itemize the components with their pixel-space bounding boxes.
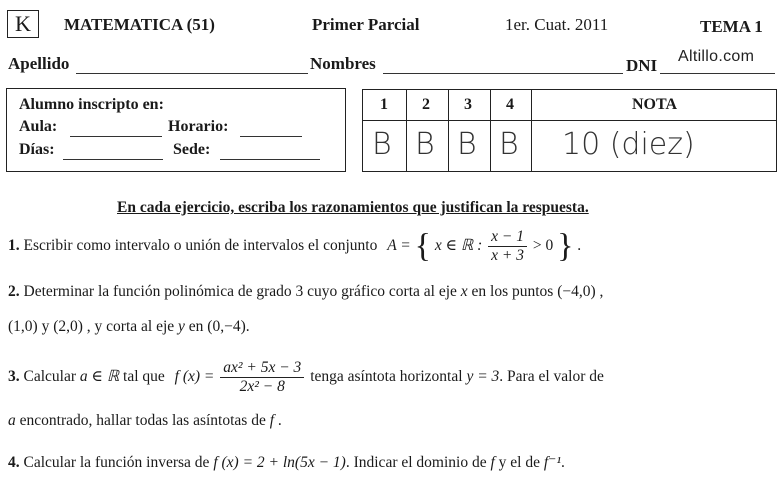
exam-period: 1er. Cuat. 2011 (505, 15, 609, 34)
point-2: (1,0) (8, 318, 38, 335)
sede-label: Sede: (173, 141, 211, 158)
subject-title: MATEMATICA (51) (64, 15, 215, 34)
question-3-line-1 (8, 357, 604, 397)
preposition: en (188, 318, 204, 335)
function-name: f (269, 412, 275, 429)
instruction-text: En cada ejercicio, escriba los razonamientos que justifican la respuesta. (117, 199, 589, 216)
question-4 (8, 453, 565, 472)
grade-mark: B (415, 127, 435, 162)
conjunction: y (41, 318, 50, 335)
question-text: tenga asíntota horizontal (310, 368, 463, 385)
grade-mark: B (499, 127, 519, 162)
question-text: . Para el valor de (499, 368, 604, 385)
set-fraction (488, 228, 527, 265)
dni-field[interactable] (660, 73, 775, 74)
parameter-a: a (8, 412, 16, 429)
grade-header-label: 3 (464, 96, 472, 113)
grade-header-label: NOTA (632, 96, 678, 113)
grade-header-nota (531, 89, 777, 121)
grade-cell-4 (490, 120, 532, 172)
grade-cell-nota (531, 120, 777, 172)
right-brace-icon: } (557, 227, 574, 265)
watermark-logo: Altillo.com (678, 48, 755, 65)
grade-header-3 (448, 89, 491, 121)
question-text: Escribir como intervalo o unión de intervalos el conjunto (23, 237, 378, 254)
question-text: encontrado, hallar todas las asíntotas de (19, 412, 266, 429)
question-text: Calcular (23, 368, 77, 385)
nombres-label: Nombres (310, 54, 376, 73)
aula-label: Aula: (19, 118, 58, 135)
question-text: y el de (498, 454, 540, 471)
exam-title: Primer Parcial (312, 15, 420, 34)
nombres-field[interactable] (383, 73, 623, 74)
function-fraction (220, 359, 304, 396)
set-condition: x ∈ ℝ : (434, 237, 483, 254)
question-1 (8, 226, 581, 266)
question-3-line-2 (8, 412, 282, 430)
sentence-end: . (277, 412, 282, 429)
fraction-denominator: x + 3 (491, 246, 524, 264)
exam-topic: TEMA 1 (700, 17, 763, 36)
function-lhs: f (x) = (174, 368, 215, 385)
enrollment-title: Alumno inscripto en: (19, 96, 164, 113)
point-4: (0,−4). (207, 318, 250, 335)
version-letter-box: K (7, 10, 39, 38)
question-text: Determinar la función polinómica de grado 3 cuyo gráfico corta al eje (23, 283, 457, 300)
sentence-end: . (561, 454, 565, 471)
question-text: , y corta al eje (86, 318, 175, 335)
axis-y: y (178, 318, 185, 335)
axis-x: x (460, 283, 468, 300)
aula-field[interactable] (70, 136, 162, 137)
question-2-line-2 (8, 318, 250, 336)
enrollment-box (6, 88, 346, 172)
set-name: A = (387, 237, 411, 254)
grade-mark: B (372, 127, 392, 162)
grade-cell-1 (362, 120, 407, 172)
inverse-function-name: f⁻¹ (543, 454, 561, 471)
final-grade: 10 (diez) (562, 127, 695, 162)
dni-label: DNI (626, 56, 658, 75)
grade-cell-2 (406, 120, 449, 172)
grade-header-1 (362, 89, 407, 121)
grade-mark: B (457, 127, 477, 162)
apellido-label: Apellido (8, 54, 70, 73)
question-text: . Indicar el dominio de (345, 454, 487, 471)
fraction-denominator: 2x² − 8 (239, 377, 285, 395)
horario-label: Horario: (168, 118, 229, 135)
grade-header-label: 2 (422, 96, 430, 113)
dias-label: Días: (19, 141, 55, 158)
function-definition: f (x) = 2 + ln(5x − 1) (213, 454, 346, 471)
point-1: (−4,0) , (557, 283, 604, 300)
question-number: 3. (8, 368, 20, 385)
asymptote-equation: y = 3 (466, 368, 500, 385)
grade-header-2 (406, 89, 449, 121)
question-text: tal que (123, 368, 165, 385)
horario-field[interactable] (240, 136, 302, 137)
sede-field[interactable] (220, 159, 320, 160)
grade-header-4 (490, 89, 532, 121)
parameter-a: a ∈ ℝ (79, 368, 120, 385)
grade-cell-3 (448, 120, 491, 172)
dias-field[interactable] (63, 159, 163, 160)
question-text: en los puntos (471, 283, 554, 300)
set-inequality: > 0 (532, 237, 554, 254)
sentence-end: . (577, 237, 582, 254)
apellido-field[interactable] (76, 73, 308, 74)
question-text: Calcular la función inversa de (23, 454, 210, 471)
function-name: f (490, 454, 495, 471)
question-2-line-1 (8, 283, 603, 301)
grade-header-label: 1 (380, 96, 388, 113)
grade-header-label: 4 (506, 96, 514, 113)
question-number: 1. (8, 237, 20, 254)
question-number: 4. (8, 454, 20, 471)
question-number: 2. (8, 283, 20, 300)
fraction-numerator: ax² + 5x − 3 (220, 359, 304, 378)
left-brace-icon: { (414, 227, 431, 265)
point-3: (2,0) (53, 318, 83, 335)
fraction-numerator: x − 1 (488, 228, 527, 247)
